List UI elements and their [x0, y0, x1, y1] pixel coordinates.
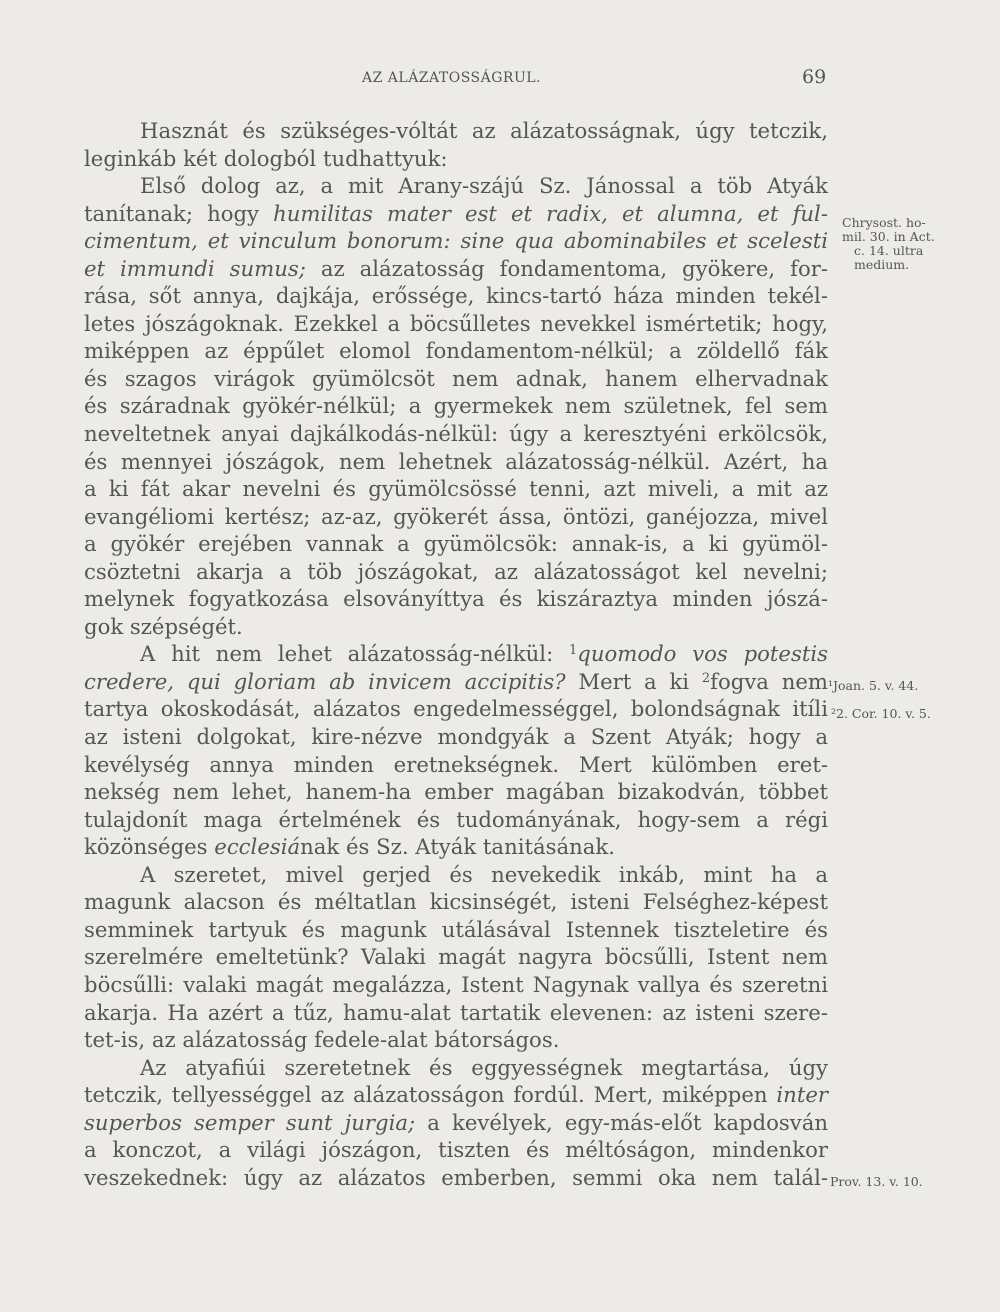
text-segment: miképpen az éppűlet elomol fondamentom-nélkül; a zöldellő fák — [84, 338, 828, 364]
text-segment: letes jószágoknak. Ezekkel a böcsűlletes nevekkel ismértetik; hogy, — [84, 310, 828, 336]
text-line — [84, 448, 828, 476]
margin-note-prov: Prov. 13. v. 10. — [830, 1174, 923, 1189]
text-line — [84, 999, 828, 1027]
text-line — [84, 613, 828, 641]
text-line — [84, 365, 828, 393]
margin-note-line: mil. 30. in Act. — [842, 229, 935, 244]
margin-note-line: medium. — [854, 257, 910, 272]
text-segment: tetczik, tellyességgel az alázatosságon fordúl. Mert, miképpen — [84, 1082, 777, 1108]
text-line — [84, 1026, 828, 1054]
text-line — [84, 420, 828, 448]
text-line — [84, 861, 828, 889]
text-segment: Első dolog az, a mit Arany-szájú Sz. Jánossal a töb Atyák — [140, 173, 828, 199]
text-segment: tet-is, az alázatosság fedele-alat bátorságos. — [84, 1027, 560, 1053]
text-line — [84, 475, 828, 503]
text-line — [84, 1136, 828, 1164]
text-line — [84, 337, 828, 365]
footnote-marker: 2 — [701, 670, 711, 686]
text-segment: nekség nem lehet, hanem-ha ember magában bizakodván, többet — [84, 779, 828, 805]
text-line — [84, 916, 828, 944]
text-segment: Mert a ki — [565, 668, 702, 694]
text-line — [84, 200, 828, 228]
text-segment: leginkáb két dologból tudhattyuk: — [84, 145, 448, 171]
text-segment: veszekednek: úgy az alázatos emberben, semmi oka nem talál- — [84, 1164, 828, 1190]
margin-note-chrysostom — [842, 216, 935, 272]
text-segment: melynek fogyatkozása elsoványíttya és kiszáraztya minden jószá- — [84, 586, 828, 612]
text-segment: tanítanak; hogy — [84, 200, 274, 226]
text-line — [84, 1054, 828, 1082]
text-segment: tulajdonít maga értelmének és tudományának, hogy-sem a régi — [84, 806, 828, 832]
text-line — [84, 971, 828, 999]
text-segment: a konczot, a világi jószágon, tiszten és méltóságon, mindenkor — [84, 1137, 828, 1163]
text-line — [84, 172, 828, 200]
text-line — [84, 558, 828, 586]
text-line — [84, 695, 828, 723]
latin-quote: quomodo vos potestis — [577, 641, 829, 667]
margin-note-line: c. 14. ultra — [854, 243, 924, 258]
text-line — [84, 310, 828, 338]
text-line — [84, 778, 828, 806]
text-segment: és szagos virágok gyümölcsöt nem adnak, hanem elhervadnak — [84, 365, 828, 391]
text-segment: a ki fát akar nevelni és gyümölcsössé tenni, azt miveli, a mit az — [84, 476, 828, 502]
text-line — [84, 640, 828, 668]
latin-quote: cimentum, et vinculum bonorum: sine qua abominabiles et scelesti — [84, 228, 828, 254]
latin-quote: et immundi sumus; — [84, 255, 306, 281]
text-line — [84, 723, 828, 751]
text-segment: szerelmére emeltetünk? Valaki magát nagyra böcsűlli, Istent nem — [84, 944, 828, 970]
text-segment: a kevélyek, egy-más-előt kapdosván — [415, 1109, 828, 1135]
text-segment: evangéliomi kertész; az-az, gyökerét ássa, öntözi, ganéjozza, mivel — [84, 503, 828, 529]
text-segment: A szeretet, mivel gerjed és nevekedik inkáb, mint ha a — [140, 861, 828, 887]
text-segment: fogva nem — [710, 668, 829, 694]
text-line — [84, 1081, 828, 1109]
latin-quote: credere, qui gloriam ab invicem accipitis? — [84, 668, 566, 694]
page-number: 69 — [802, 66, 827, 88]
text-line — [84, 282, 828, 310]
text-line — [84, 668, 828, 696]
latin-quote: superbos semper sunt jurgia; — [84, 1109, 416, 1135]
text-line — [84, 227, 828, 255]
margin-note-line: Chrysost. ho- — [842, 215, 926, 230]
text-segment: A hit nem lehet alázatosság-nélkül: — [140, 641, 570, 667]
text-line — [84, 751, 828, 779]
text-segment: Az atyafiúi szeretetnek és eggyességnek megtartása, úgy — [140, 1054, 828, 1080]
text-segment: nak és Sz. Atyák tanitásának. — [300, 834, 615, 860]
text-line — [84, 255, 828, 283]
text-line — [84, 833, 828, 861]
running-head: AZ ALÁZATOSSÁGRUL. — [362, 70, 542, 86]
text-segment: rása, sőt annya, dajkája, erőssége, kincs-tartó háza minden tekél- — [84, 283, 828, 309]
text-segment: akarja. Ha azért a tűz, hamu-alat tartatik elevenen: az isteni szere- — [84, 999, 828, 1025]
text-segment: a gyökér erejében vannak a gyümölcsök: annak-is, a ki gyümöl- — [84, 531, 828, 557]
text-segment: az isteni dolgokat, kire-nézve mondgyák a Szent Atyák; hogy a — [84, 724, 828, 750]
body-text — [84, 117, 828, 1191]
text-segment: közönséges — [84, 834, 215, 860]
margin-note-cor: ²2. Cor. 10. v. 5. — [831, 706, 931, 721]
text-line — [84, 392, 828, 420]
text-line — [84, 1164, 828, 1192]
text-segment: az alázatosság fondamentoma, gyökere, for- — [305, 255, 828, 281]
text-line — [84, 503, 828, 531]
text-line — [84, 888, 828, 916]
text-segment: csöztetni akarja a töb jószágokat, az alázatosságot kel nevelni; — [84, 558, 828, 584]
text-line — [84, 1109, 828, 1137]
text-segment: magunk alacson és méltatlan kicsinségét, isteni Felséghez-képest — [84, 889, 828, 915]
text-segment: és száradnak gyökér-nélkül; a gyermekek nem születnek, fel sem — [84, 393, 828, 419]
text-line — [84, 530, 828, 558]
latin-quote: ecclesiá — [214, 834, 301, 860]
text-segment: böcsűlli: valaki magát megalázza, Istent Nagynak vallya és szeretni — [84, 971, 828, 997]
text-line — [84, 117, 828, 145]
latin-quote: humilitas mater est et radix, et alumna, et ful- — [273, 200, 828, 226]
text-segment: gok szépségét. — [84, 613, 243, 639]
text-segment: semminek tartyuk és magunk utálásával Istennek tiszteletire és — [84, 916, 828, 942]
text-segment: kevélység annya minden eretnekségnek. Mert külömben eret- — [84, 751, 828, 777]
text-segment: és mennyei jószágok, nem lehetnek alázatosság-nélkül. Azért, ha — [84, 448, 828, 474]
text-segment: neveltetnek anyai dajkálkodás-nélkül: úgy a keresztyéni erkölcsök, — [84, 421, 828, 447]
text-line — [84, 943, 828, 971]
margin-note-joan: ¹Joan. 5. v. 44. — [828, 678, 919, 693]
text-line — [84, 145, 828, 173]
text-segment: tartya okoskodását, alázatos engedelmességgel, bolondságnak itíli — [84, 696, 828, 722]
text-line — [84, 806, 828, 834]
text-segment: Hasznát és szükséges-vóltát az alázatosságnak, úgy tetczik, — [140, 118, 828, 143]
footnote-marker: 1 — [569, 643, 578, 659]
latin-quote: inter — [776, 1082, 828, 1108]
text-line — [84, 585, 828, 613]
